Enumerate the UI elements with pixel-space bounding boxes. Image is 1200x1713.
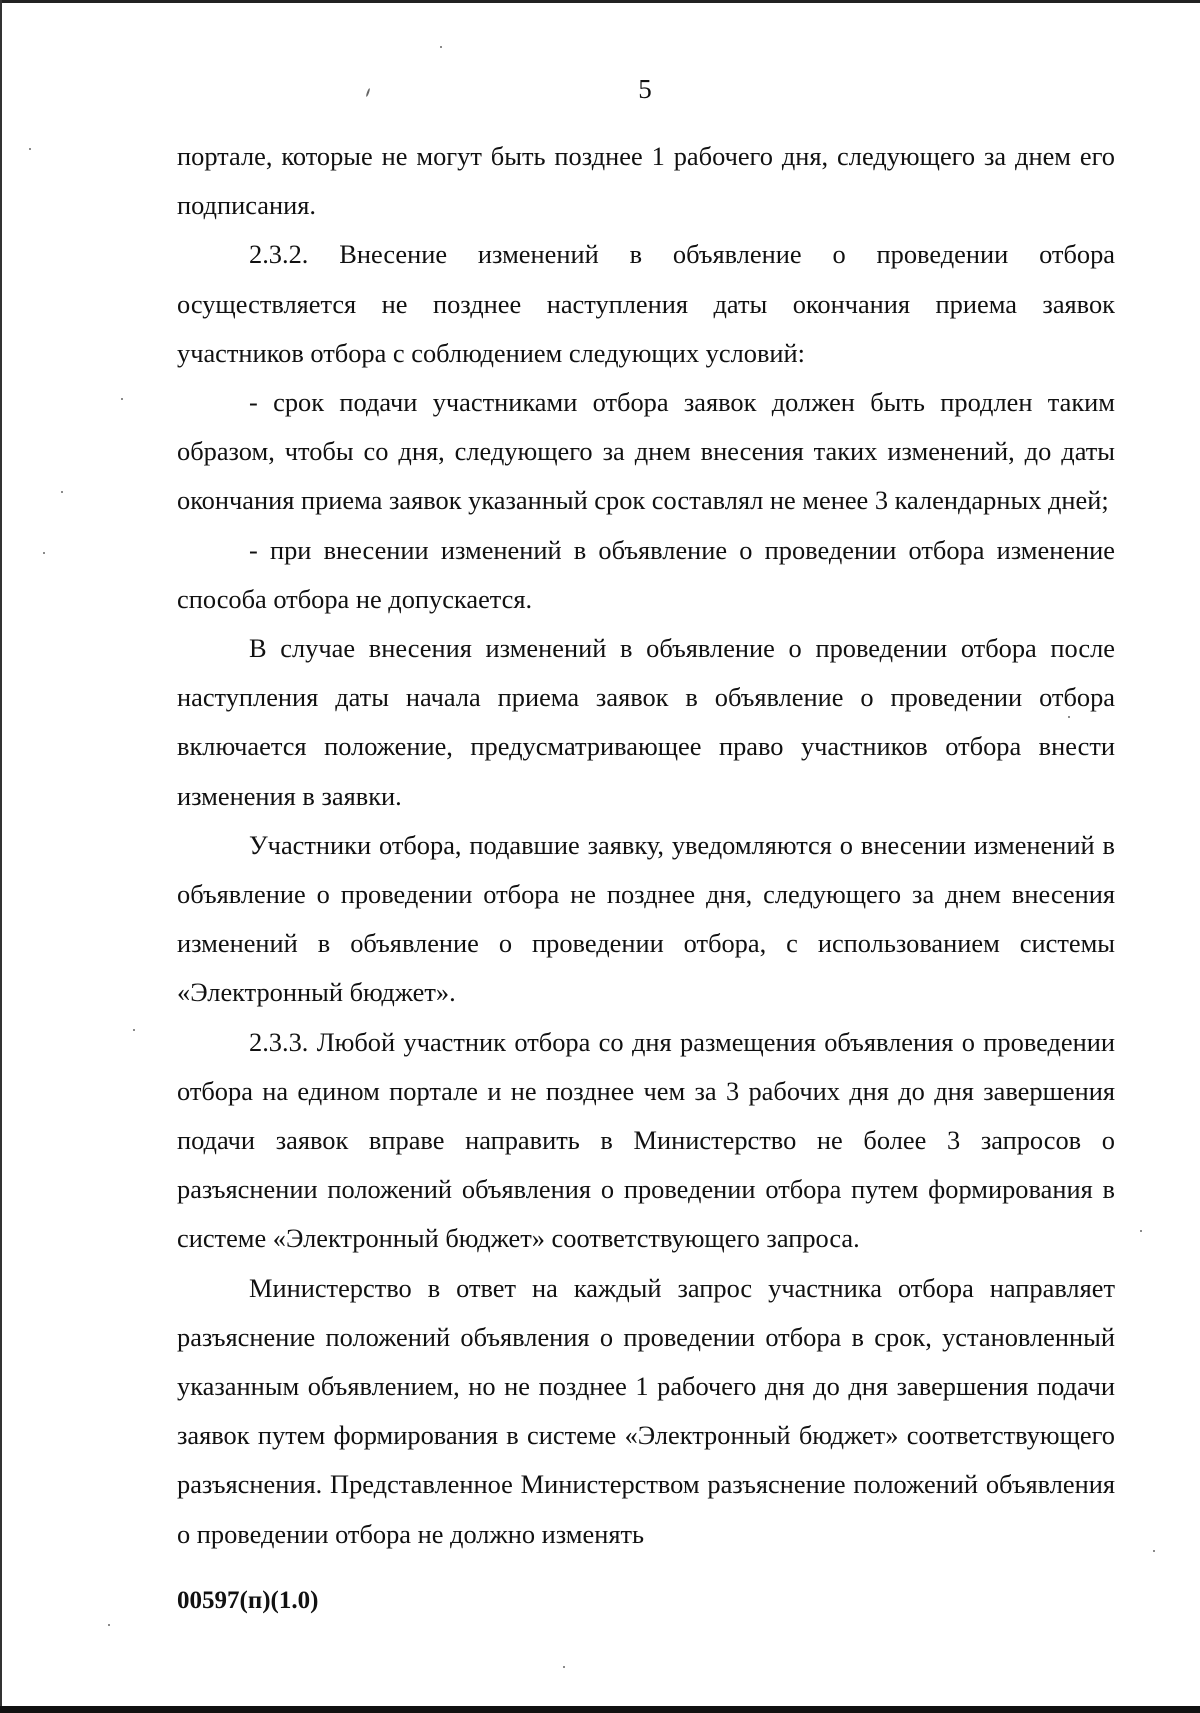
scan-speck [1153, 1550, 1155, 1552]
scan-speck [133, 1029, 135, 1031]
paragraph-2-3-2: 2.3.2. Внесение изменений в объявление о проведении отбора осуществляется не позднее наступления даты окончания приема заявок участников отбора с соблюдением следующих условий: [177, 239, 1115, 368]
scan-speck [1068, 716, 1070, 718]
paragraph-2-3-3: 2.3.3. Любой участник отбора со дня размещения объявления о проведении отбора на едином портале и не позднее чем за 3 рабочих дня до дня завершения подачи заявок вправе направить в Министерство не более 3 запросов о разъяснении положений объявления о проведении отбора путем формирования в системе «Электронный бюджет» соответствующего запроса. [177, 1026, 1115, 1254]
paragraph-continuation: порталe, которые не могут быть позднее 1 рабочего дня, следующего за днем его подписания. [177, 141, 1115, 221]
scan-speck [440, 46, 442, 48]
scan-speck [121, 398, 123, 400]
scan-speck [61, 491, 63, 493]
paragraph-condition-method: - при внесении изменений в объявление о проведении отбора изменение способа отбора не допускается. [177, 534, 1115, 614]
paragraph-ministry-response: Министерство в ответ на каждый запрос участника отбора направляет разъяснение положений объявления о проведении отбора в срок, установленный указанным объявлением, но не позднее 1 рабочего дня до дня завершения подачи заявок путем формирования в системе «Электронный бюджет» соответствующего разъяснения. Представленное Министерством разъяснение положений объявления о проведении отбора не должно изменять [177, 1272, 1115, 1549]
paragraph-condition-deadline: - срок подачи участниками отбора заявок должен быть продлен таким образом, чтобы со дня, следующего за днем внесения таких изменений, до даты окончания приема заявок указанный срок составлял не менее 3 календарных дней; [177, 387, 1115, 516]
scan-speck [1140, 1230, 1142, 1232]
paragraph-participants-notified: Участники отбора, подавшие заявку, уведомляются о внесении изменений в объявление о проведении отбора не позднее дня, следующего за днем внесения изменений в объявление о проведении отбора, с использованием системы «Электронный бюджет». [177, 829, 1115, 1008]
scan-border-left [0, 0, 2, 1713]
paragraph-changes-after-start: В случае внесения изменений в объявление о проведении отбора после наступления даты начала приема заявок в объявление о проведении отбора включается положение, предусматривающее право участников отбора внести изменения в заявки. [177, 633, 1115, 811]
scan-speck [108, 1624, 110, 1626]
document-code: 00597(п)(1.0) [177, 1587, 319, 1614]
document-body [177, 132, 1115, 1559]
scan-border-top [0, 0, 1200, 3]
scan-border-bottom [0, 1706, 1200, 1713]
scan-speck [43, 552, 45, 554]
scan-speck [29, 148, 31, 150]
page-number: 5 [638, 74, 652, 104]
scan-speck [563, 1666, 565, 1668]
